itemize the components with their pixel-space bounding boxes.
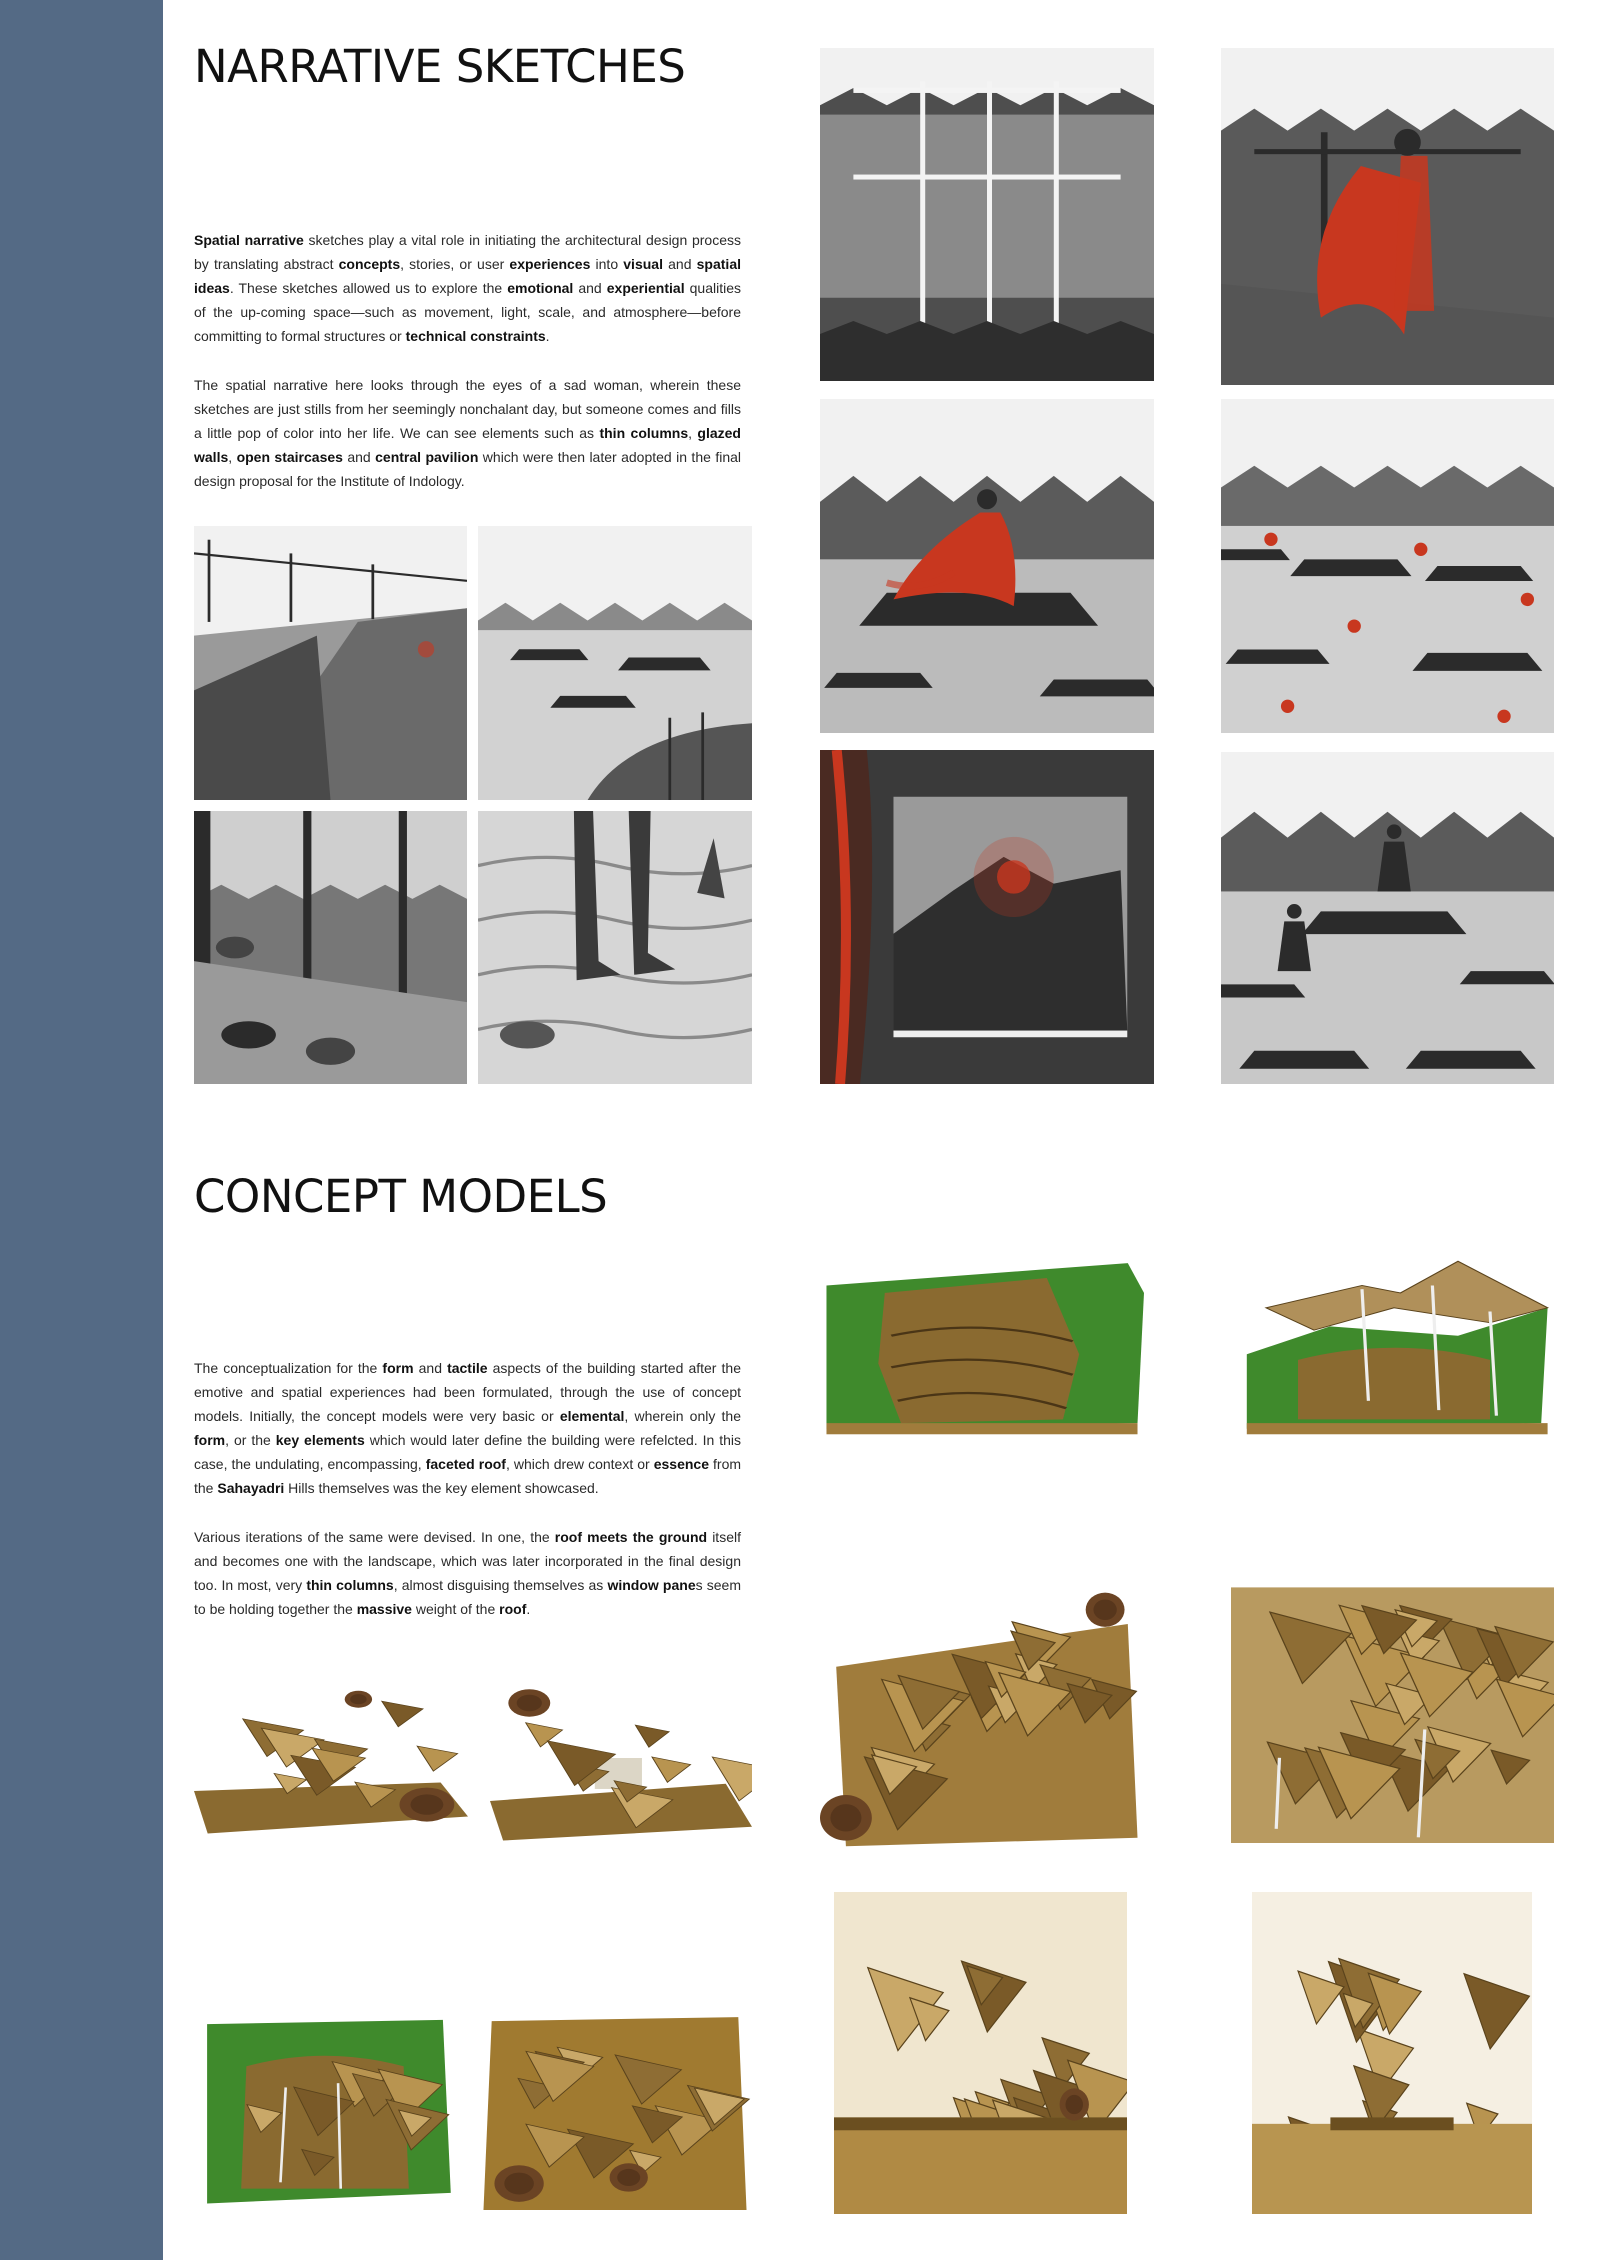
sidebar-band <box>0 0 163 2260</box>
models-intro-paragraph: The conceptualization for the form and tactile aspects of the building started after the emotive and spatial experiences had been formulated, through the use of concept models. Initially, the concept models were very basic or elemental, wherein only the form, or the key elements which would later define the building were refelcted. In this case, the undulating, encompassing, faceted roof, which drew context or essence from the Sahayadri Hills themselves was the key element showcased. <box>194 1360 742 1496</box>
model-moss-terraces-image <box>820 1252 1144 1438</box>
sketch-feet-water-image <box>478 811 752 1084</box>
model-faceted-roof-top-image <box>820 1567 1144 1852</box>
model-interior-view-b-image-art <box>1252 1892 1532 2214</box>
model-small-a-image <box>194 1672 468 1842</box>
model-small-b-image <box>490 1672 752 1844</box>
model-interior-view-a-image <box>834 1892 1127 2214</box>
sketch-dancer-pavilion-image <box>820 399 1154 733</box>
sketch-dancer-pavilion-image-art <box>820 399 1154 733</box>
model-moss-terraces-image-art <box>820 1252 1144 1438</box>
sketch-pavilions-red-flowers-image-art <box>1221 399 1554 733</box>
sketch-window-grid-image <box>820 48 1154 381</box>
sketch-woman-red-sari-image-art <box>1221 48 1554 385</box>
model-interior-view-b-image <box>1252 1892 1532 2214</box>
model-small-b-image-art <box>490 1672 752 1844</box>
narrative-sketches-title: NARRATIVE SKETCHES <box>194 40 686 93</box>
model-moss-canopy-image-art <box>1234 1252 1554 1438</box>
model-small-moss-image-art <box>194 2003 456 2214</box>
sketch-terrace-garden-image <box>194 526 467 800</box>
sketches-narrative-paragraph: The spatial narrative here looks through the eyes of a sad woman, wherein these sketches are just stills from her seemingly nonchalant day, but someone comes and fills a little pop of color into her life. We can see elements such as thin columns, glazed walls, open staircases and central pavilion which were then later adopted in the final design proposal for the Institute of Indology. <box>194 377 742 489</box>
model-faceted-roof-closeup-image-art <box>1231 1559 1554 1843</box>
sketch-pavilions-red-flowers-image <box>1221 399 1554 733</box>
sketch-pavilions-image-art <box>478 526 752 800</box>
sketch-curtain-sunrise-image-art <box>820 750 1154 1084</box>
model-small-a-image-art <box>194 1672 468 1842</box>
model-faceted-roof-closeup-image <box>1231 1559 1554 1843</box>
sketch-window-grid-image-art <box>820 48 1154 381</box>
sketch-yoga-figures-image <box>1221 752 1554 1084</box>
sketch-curtain-sunrise-image <box>820 750 1154 1084</box>
sketch-kitchen-interior-image-art <box>194 811 467 1084</box>
sketch-pavilions-image <box>478 526 752 800</box>
model-interior-view-a-image-art <box>834 1892 1127 2214</box>
models-iterations-paragraph: Various iterations of the same were devised. In one, the roof meets the ground itself and becomes one with the landscape, which was later incorporated in the final design too. In most, very thin columns, almost disguising themselves as window panes seem to be holding together the massive weight of the roof. <box>194 1529 741 1617</box>
sketches-intro-paragraph: Spatial narrative sketches play a vital role in initiating the architectural design process by translating abstract concepts, stories, or user experiences into visual and spatial ideas. These sketches allowed us to explore the emotional and experiential qualities of the up-coming space—such as movement, light, scale, and atmosphere—before committing to formal structures or technical constraints. <box>194 232 742 344</box>
model-small-moss-image <box>194 2003 456 2214</box>
sketch-terrace-garden-image-art <box>194 526 467 800</box>
sketch-yoga-figures-image-art <box>1221 752 1554 1084</box>
sketch-woman-red-sari-image <box>1221 48 1554 385</box>
model-moss-canopy-image <box>1234 1252 1554 1438</box>
concept-models-title: CONCEPT MODELS <box>194 1170 608 1223</box>
model-faceted-roof-top-image-art <box>820 1567 1144 1852</box>
model-small-cardboard-image-art <box>478 2011 752 2214</box>
model-small-cardboard-image <box>478 2011 752 2214</box>
sketch-kitchen-interior-image <box>194 811 467 1084</box>
sketch-feet-water-image-art <box>478 811 752 1084</box>
